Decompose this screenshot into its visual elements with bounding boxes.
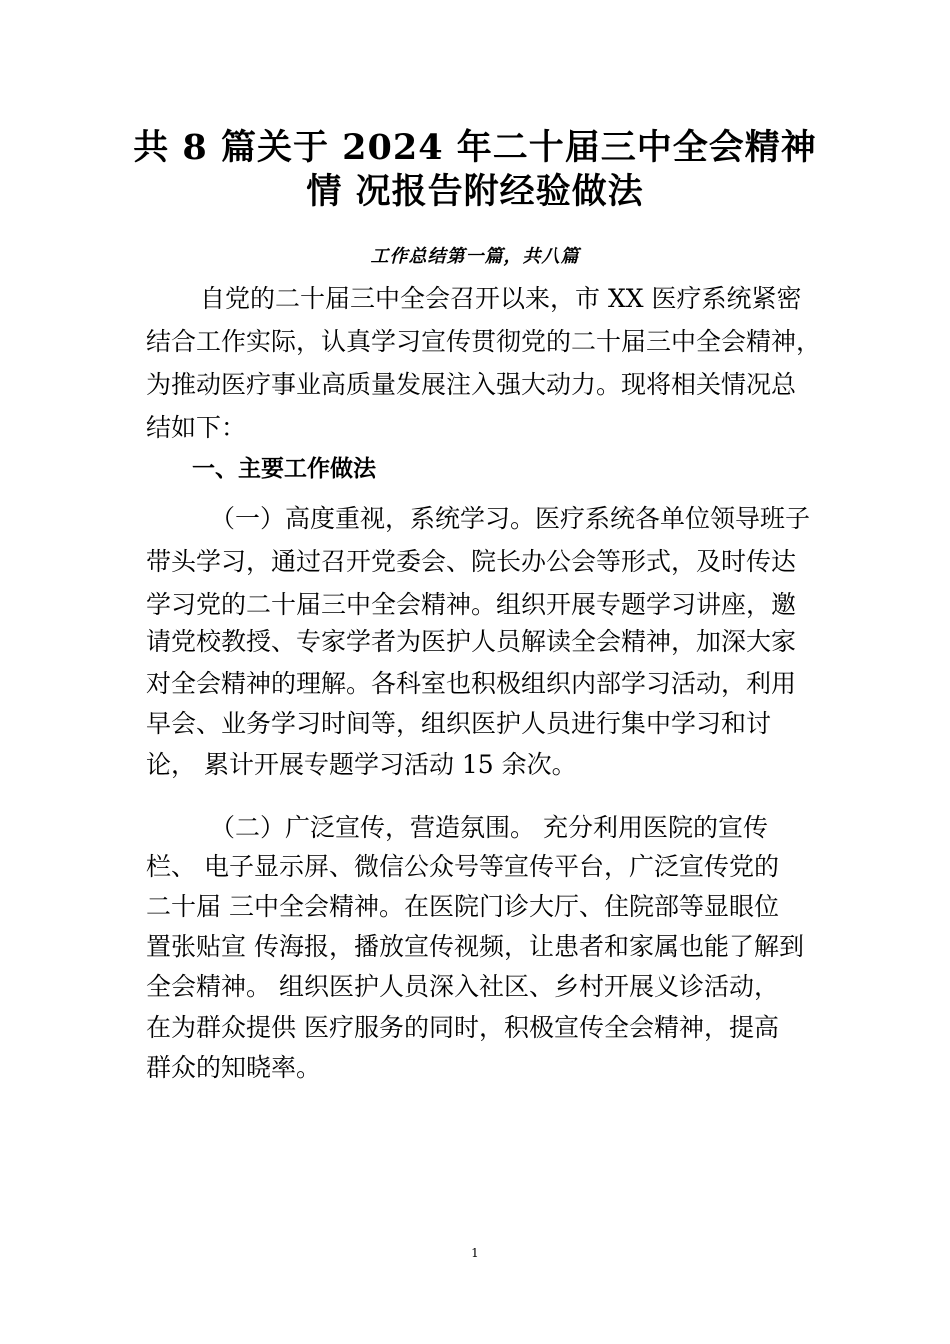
document-subtitle: 工作总结第一篇，共八篇 — [370, 246, 580, 267]
section2-line: 在为群众提供 医疗服务的同时，积极宣传全会精神，提高 — [146, 1013, 779, 1042]
section1-line: 早会、业务学习时间等，组织医护人员进行集中学习和讨 — [146, 709, 772, 738]
section2-line: 群众的知晓率。 — [146, 1053, 322, 1082]
section1-line: 学习党的二十届三中全会精神。组织开展专题学习讲座，邀 — [146, 590, 797, 619]
section2-line: 栏、 电子显示屏、微信公众号等宣传平台，广泛宣传党的 — [146, 852, 779, 881]
document-title-line-1: 共 8 篇关于 2024 年二十届三中全会精神 — [133, 127, 817, 168]
intro-line: 自党的二十届三中全会召开以来，市 XX 医疗系统紧密 — [200, 284, 802, 313]
section1-line: 对全会精神的理解。各科室也积极组织内部学习活动，利用 — [146, 669, 797, 698]
section1-line: 论， 累计开展专题学习活动 15 余次。 — [146, 750, 577, 779]
section2-line: 二十届 三中全会精神。在医院门诊大厅、住院部等显眼位 — [146, 892, 779, 921]
section1-line: 带头学习，通过召开党委会、院长办公会等形式，及时传达 — [146, 547, 797, 576]
intro-line: 结合工作实际，认真学习宣传贯彻党的二十届三中全会精神， — [146, 327, 822, 356]
section2-line: （二）广泛宣传，营造氛围。 充分利用医院的宣传 — [210, 813, 768, 842]
section1-line: 请党校教授、专家学者为医护人员解读全会精神，加深大家 — [146, 627, 797, 656]
intro-line: 为推动医疗事业高质量发展注入强大动力。现将相关情况总 — [146, 370, 797, 399]
section2-line: 全会精神。 组织医护人员深入社区、乡村开展义诊活动， — [146, 972, 779, 1001]
section1-line: （一）高度重视，系统学习。医疗系统各单位领导班子 — [210, 504, 811, 533]
intro-line: 结如下： — [146, 413, 247, 442]
document-title-line-2: 情 况报告附经验做法 — [306, 171, 644, 212]
section2-line: 置张贴宣 传海报，播放宣传视频，让患者和家属也能了解到 — [146, 932, 804, 961]
section-heading: 一、主要工作做法 — [192, 456, 376, 482]
page-number: 1 — [471, 1246, 479, 1260]
